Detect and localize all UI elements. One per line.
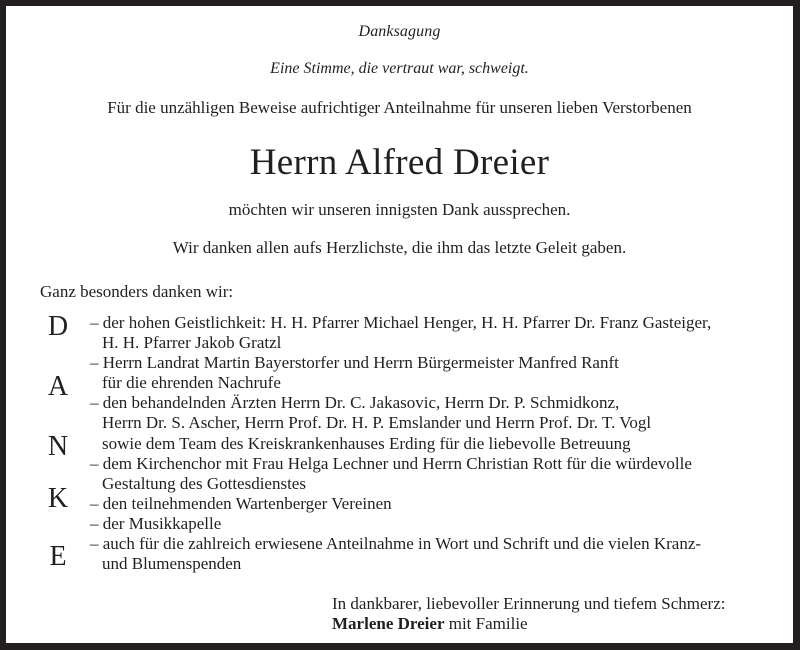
danke-letter-k: K xyxy=(47,483,69,514)
danke-letter-n: N xyxy=(47,431,69,462)
list-line: – der hohen Geistlichkeit: H. H. Pfarrer Michael Henger, H. H. Pfarrer Dr. Franz Gasteiger, xyxy=(90,313,712,332)
thanks-line-2: Wir danken allen aufs Herzlichste, die ihm das letzte Geleit gaben. xyxy=(172,238,627,257)
obituary-notice xyxy=(6,6,793,643)
intro-line: Für die unzähligen Beweise aufrichtiger Anteilnahme für unseren lieben Verstorbenen xyxy=(107,98,692,117)
notice-heading: Danksagung xyxy=(358,23,441,40)
closing-block xyxy=(332,594,725,634)
list-line: sowie dem Team des Kreiskrankenhauses Erding für die liebevolle Betreuung xyxy=(102,433,631,453)
closing-line: In dankbarer, liebevoller Erinnerung und tiefem Schmerz: xyxy=(332,594,726,613)
motto-line: Eine Stimme, die vertraut war, schweigt. xyxy=(270,60,529,77)
list-line: H. H. Pfarrer Jakob Gratzl xyxy=(102,333,282,353)
list-line: Gestaltung des Gottesdienstes xyxy=(102,473,306,493)
list-line: – dem Kirchenchor mit Frau Helga Lechner und Herrn Christian Rott für die würdevolle xyxy=(90,453,692,473)
list-line: – Herrn Landrat Martin Bayerstorfer und Herrn Bürgermeister Manfred Ranft xyxy=(90,353,619,373)
danke-letter-e: E xyxy=(49,541,67,572)
list-line: – den teilnehmenden Wartenberger Vereinen xyxy=(90,493,392,513)
danke-letter-a: A xyxy=(47,371,69,402)
special-thanks-label: Ganz besonders danken wir: xyxy=(40,282,234,301)
list-line: und Blumenspenden xyxy=(102,554,242,574)
danke-letter-d: D xyxy=(47,311,69,342)
thanks-line: möchten wir unseren innigsten Dank aussprechen. xyxy=(228,200,571,219)
signature-suffix: mit Familie xyxy=(444,614,528,633)
signature-name: Marlene Dreier xyxy=(332,614,445,633)
list-line: für die ehrenden Nachrufe xyxy=(102,373,281,393)
thanks-list xyxy=(90,313,711,574)
signature xyxy=(332,614,725,634)
deceased-name: Herrn Alfred Dreier xyxy=(249,142,550,183)
list-line: – auch für die zahlreich erwiesene Anteilnahme in Wort und Schrift und die vielen Kranz- xyxy=(90,534,702,554)
list-line: Herrn Dr. S. Ascher, Herrn Prof. Dr. H. P. Emslander und Herrn Prof. Dr. T. Vogl xyxy=(102,413,652,433)
list-line: – der Musikkapelle xyxy=(90,513,222,533)
list-line: – den behandelnden Ärzten Herrn Dr. C. Jakasovic, Herrn Dr. P. Schmidkonz, xyxy=(90,393,620,413)
